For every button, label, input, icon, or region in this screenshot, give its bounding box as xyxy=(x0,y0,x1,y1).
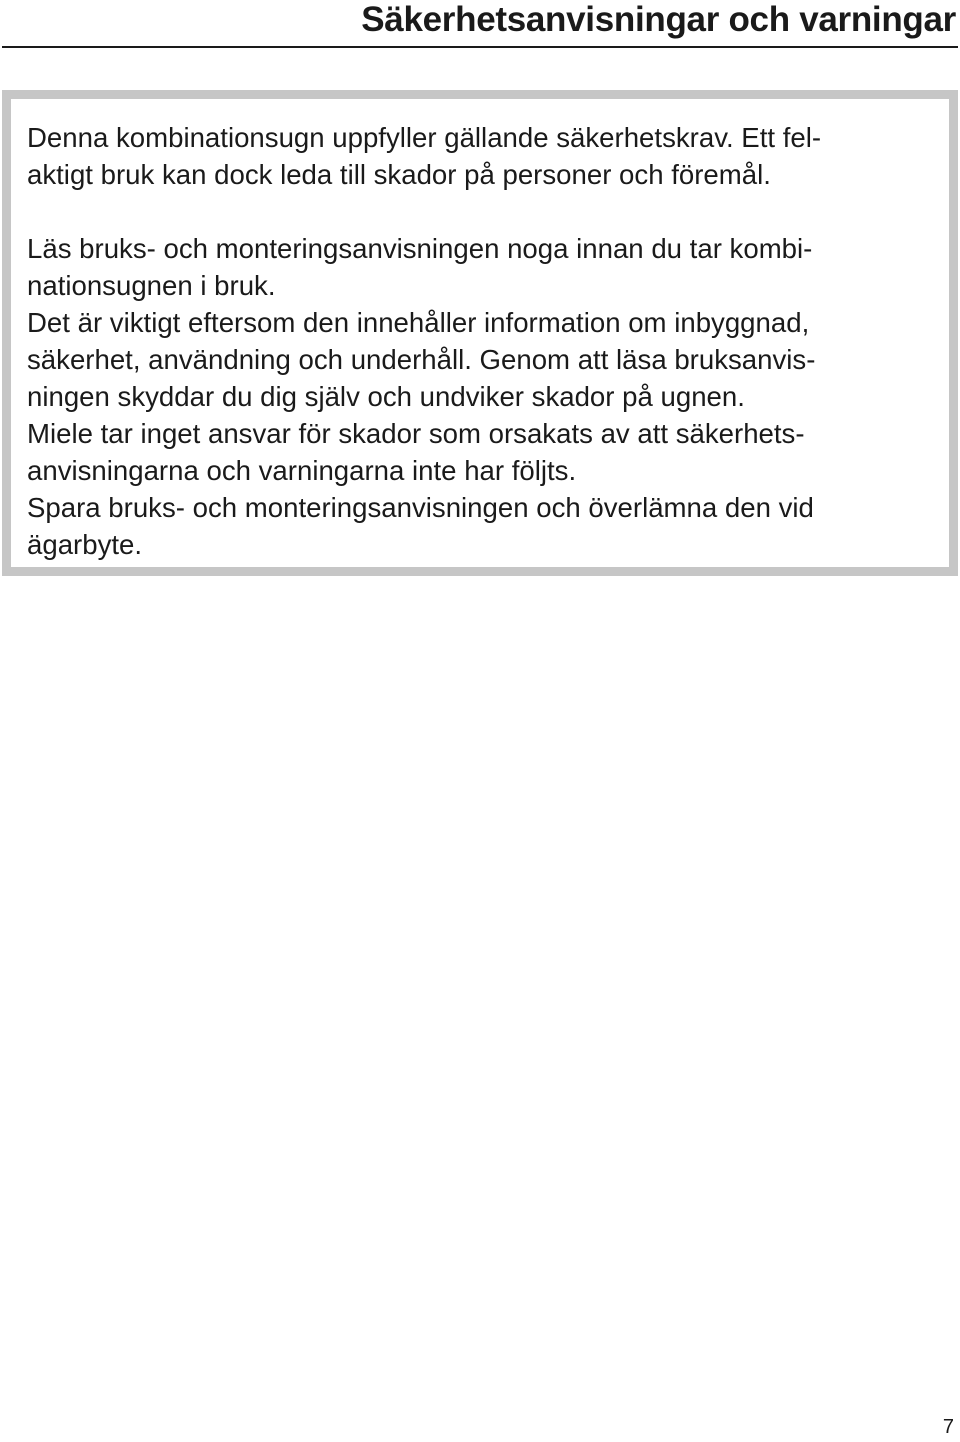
text-line: aktigt bruk kan dock leda till skador på personer och föremål. xyxy=(27,159,771,190)
paragraph-spacer xyxy=(27,193,937,230)
text-line: anvisningarna och varningarna inte har följts. xyxy=(27,455,577,486)
safety-notice-box xyxy=(2,90,958,576)
text-line: säkerhet, användning och underhåll. Genom att läsa bruksanvis- xyxy=(27,344,816,375)
text-line: nationsugnen i bruk. xyxy=(27,270,276,301)
text-line: Miele tar inget ansvar för skador som orsakats av att säkerhets- xyxy=(27,418,805,449)
text-line: Spara bruks- och monteringsanvisningen och överlämna den vid xyxy=(27,492,814,523)
instructions-paragraph xyxy=(27,230,937,563)
text-line: ningen skyddar du dig själv och undviker skador på ugnen. xyxy=(27,381,745,412)
text-line: Det är viktigt eftersom den innehåller information om inbyggnad, xyxy=(27,307,810,338)
intro-paragraph xyxy=(27,119,937,193)
text-line: ägarbyte. xyxy=(27,529,143,560)
page-number: 7 xyxy=(942,1416,954,1438)
page-title: Säkerhetsanvisningar och varningar xyxy=(361,0,956,39)
text-line: Läs bruks- och monteringsanvisningen noga innan du tar kombi- xyxy=(27,233,813,264)
text-line: Denna kombinationsugn uppfyller gällande säkerhetskrav. Ett fel- xyxy=(27,122,822,153)
title-divider xyxy=(2,46,958,48)
